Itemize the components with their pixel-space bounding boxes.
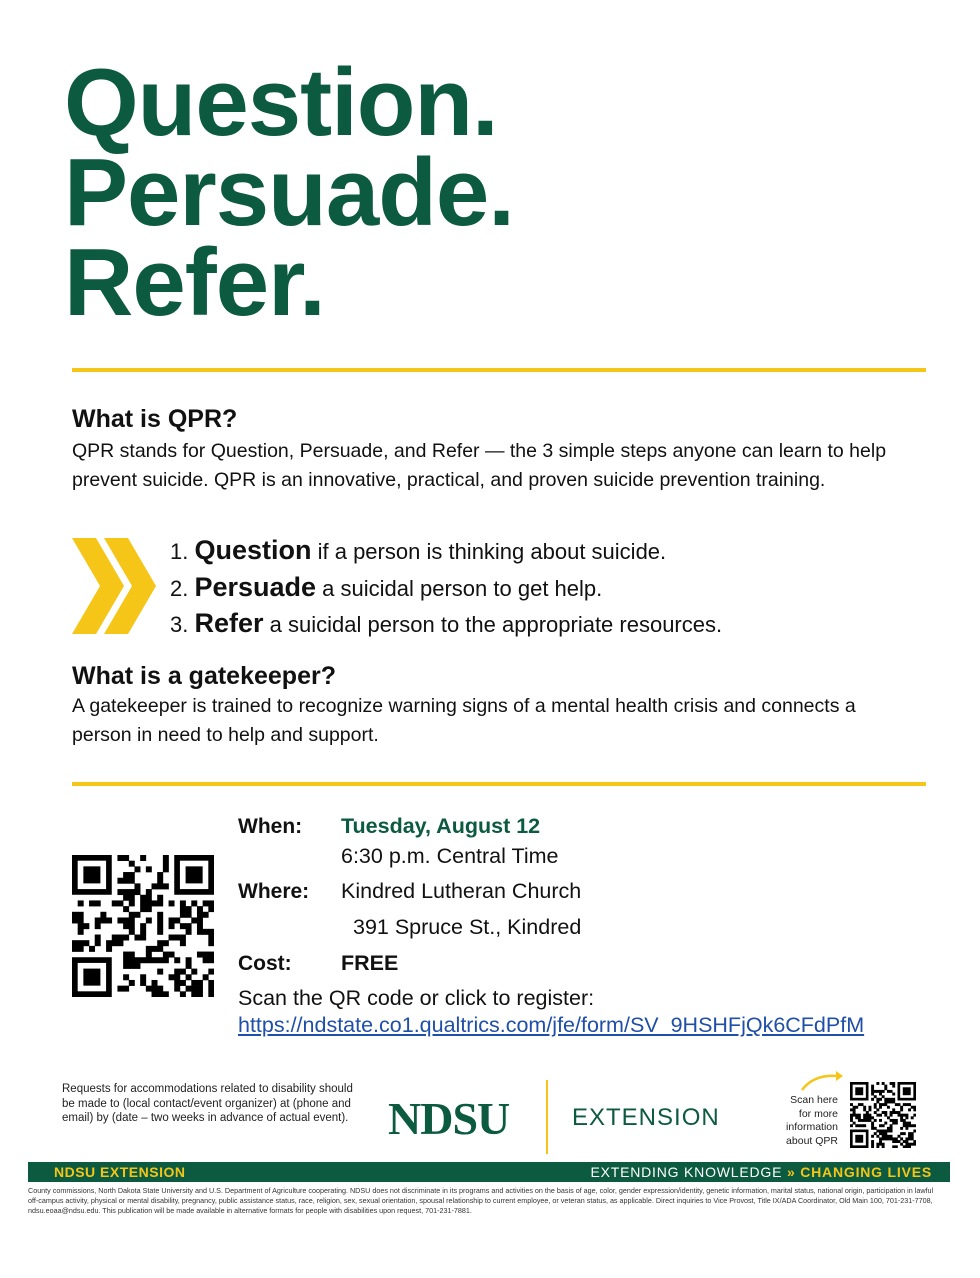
gatekeeper-heading: What is a gatekeeper? [72, 662, 336, 690]
footer-tagline-part1: EXTENDING KNOWLEDGE [590, 1164, 783, 1180]
qr-code-icon[interactable] [72, 855, 214, 997]
ndsu-logo: NDSU [388, 1093, 510, 1144]
qr-code-icon[interactable] [850, 1082, 916, 1148]
event-date: Tuesday, August 12 [341, 814, 541, 838]
footer-bar [28, 1162, 950, 1182]
headline [64, 49, 514, 336]
cost-label: Cost: [238, 952, 292, 975]
when-label: When: [238, 815, 303, 838]
step-keyword: Question [194, 535, 312, 565]
curved-arrow-icon [800, 1070, 844, 1092]
register-instruction: Scan the QR code or click to register: [238, 986, 595, 1010]
cost-value: FREE [341, 951, 399, 975]
logo-divider [546, 1080, 548, 1154]
qpr-steps-list [170, 533, 722, 643]
headline-question: Question. [64, 49, 498, 156]
footer-tagline [590, 1164, 932, 1180]
double-chevron-right-icon [72, 538, 156, 634]
step-keyword: Persuade [194, 571, 317, 602]
qpr-heading: What is QPR? [72, 405, 238, 433]
step-keyword: Refer [194, 608, 264, 638]
gatekeeper-description: A gatekeeper is trained to recognize warning signs of a mental health crisis and connects a person in need to help and support. [72, 695, 856, 746]
step-text: a suicidal person to get help. [316, 575, 603, 601]
event-address: 391 Spruce St., Kindred [353, 915, 582, 939]
event-location: Kindred Lutheran Church [341, 879, 582, 903]
step-text: if a person is thinking about suicide. [311, 539, 667, 564]
middle-divider [72, 782, 926, 786]
step-item [170, 606, 722, 643]
step-number: 2. [170, 575, 189, 601]
headline-persuade: Persuade. [64, 139, 514, 246]
where-label: Where: [238, 880, 310, 903]
step-item [170, 533, 722, 570]
footer-brand: NDSU EXTENSION [54, 1164, 186, 1180]
top-divider [72, 368, 926, 372]
event-time: 6:30 p.m. Central Time [341, 844, 559, 868]
accommodations-note: Requests for accommodations related to disability should be made to (local contact/event organizer) at (phone and email) by (date – two weeks in advance of actual event). [62, 1083, 353, 1124]
scan-note: Scan here for more information about QPR [786, 1094, 838, 1147]
double-chevron-icon: » [786, 1164, 796, 1180]
qpr-description: QPR stands for Question, Persuade, and Refer — the 3 simple steps anyone can learn to help prevent suicide. QPR is an innovative, practical, and proven suicide prevention training. [72, 440, 887, 491]
registration-link[interactable]: https://ndstate.co1.qualtrics.com/jfe/form/SV_9HSHFjQk6CFdPfM [238, 1013, 865, 1037]
step-item [170, 570, 722, 607]
step-number: 3. [170, 612, 189, 637]
step-number: 1. [170, 539, 189, 564]
nondiscrimination-statement: County commissions, North Dakota State University and U.S. Department of Agriculture cooperating. NDSU does not discriminate in its programs and activities on the basis of age, color, gender expression/identity, genetic information, marital status, national origin, participation in lawful off-campus activity, physical or mental disability, pregnancy, public assistance status, race, religion, sex, sexual orientation, spousal relationship to current employee, or veteran status, as applicable. Direct inquiries to Vice Provost, Title IX/ADA Coordinator, Old Main 100, 701-231-7708, ndsu.eoaa@ndsu.edu. This publication will be made available in alternative formats for people with disabilities upon request, 701-231-7881. [28, 1186, 934, 1215]
extension-wordmark: EXTENSION [572, 1104, 720, 1131]
step-text: a suicidal person to the appropriate resources. [263, 612, 723, 637]
headline-refer: Refer. [64, 229, 325, 336]
footer-tagline-part2: CHANGING LIVES [800, 1164, 932, 1180]
